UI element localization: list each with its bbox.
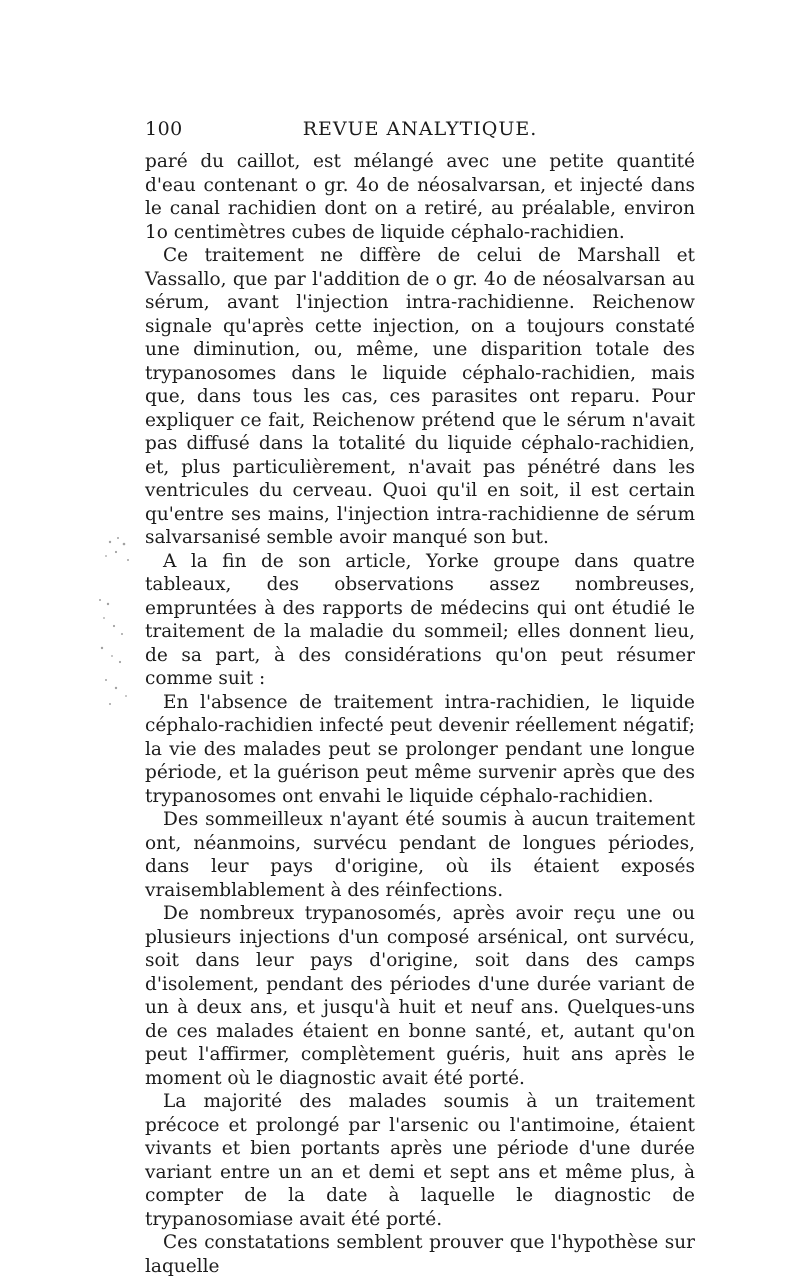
running-head — [145, 118, 695, 146]
running-title: REVUE ANALYTIQUE. — [302, 118, 538, 140]
paragraph: De nombreux trypanosomés, après avoir reçu une ou plusieurs injections d'un composé arsénical, ont survécu, soit dans leur pays d'origine, soit dans des camps d'isolement, pendant des périodes d'une durée variant de un à deux ans, et jusqu'à huit et neuf ans. Quelques-uns de ces malades étaient en bonne santé, et, autant qu'on peut l'affirmer, complètement guéris, huit ans après le moment où le diagnostic avait été porté. — [145, 903, 695, 1089]
paragraph: Ces constatations semblent prouver que l'hypothèse sur laquelle — [145, 1232, 695, 1277]
paragraph: paré du caillot, est mélangé avec une petite quantité d'eau contenant o gr. 4o de néosalvarsan, et injecté dans le canal rachidien dont on a retiré, au préalable, environ 1o centimètres cubes de liquide céphalo-rachidien. — [145, 151, 695, 243]
paragraph: La majorité des malades soumis à un traitement précoce et prolongé par l'arsenic ou l'antimoine, étaient vivants et bien portants après une période d'une durée variant entre un an et demi et sept ans et même plus, à compter de la date à laquelle le diagnostic de trypanosomiase avait été porté. — [145, 1091, 695, 1230]
paragraph: Des sommeilleux n'ayant été soumis à aucun traitement ont, néanmoins, survécu pendant de longues périodes, dans leur pays d'origine, où ils étaient exposés vraisemblablement à des réinfections. — [145, 809, 695, 901]
page-number: 100 — [145, 118, 183, 140]
paragraph: En l'absence de traitement intra-rachidien, le liquide céphalo-rachidien infecté peut devenir réellement négatif; la vie des malades peut se prolonger pendant une longue période, et la guérison peut même survenir après que des trypanosomes ont envahi le liquide céphalo-rachidien. — [145, 691, 695, 807]
paragraph: Ce traitement ne diffère de celui de Marshall et Vassallo, que par l'addition de o gr. 4o de néosalvarsan au sérum, avant l'injection intra-rachidienne. Reichenow signale qu'après cette injection, on a toujours constaté une diminution, ou, même, une disparition totale des trypanosomes dans le liquide céphalo-rachidien, mais que, dans tous les cas, ces parasites ont reparu. Pour expliquer ce fait, Reichenow prétend que le sérum n'avait pas diffusé dans la totalité du liquide céphalo-rachidien, et, plus particulièrement, n'avait pas pénétré dans les ventricules du cerveau. Quoi qu'il en soit, il est certain qu'entre ses mains, l'injection intra-rachidienne de sérum salvarsanisé semble avoir manqué son but. — [145, 245, 695, 548]
body-text — [145, 150, 695, 1278]
paragraph: A la fin de son article, Yorke groupe dans quatre tableaux, des observations assez nombreuses, empruntées à des rapports de médecins qui ont étudié le traitement de la maladie du sommeil; elles donnent lieu, de sa part, à des considérations qu'on peut résumer comme suit : — [145, 550, 695, 689]
